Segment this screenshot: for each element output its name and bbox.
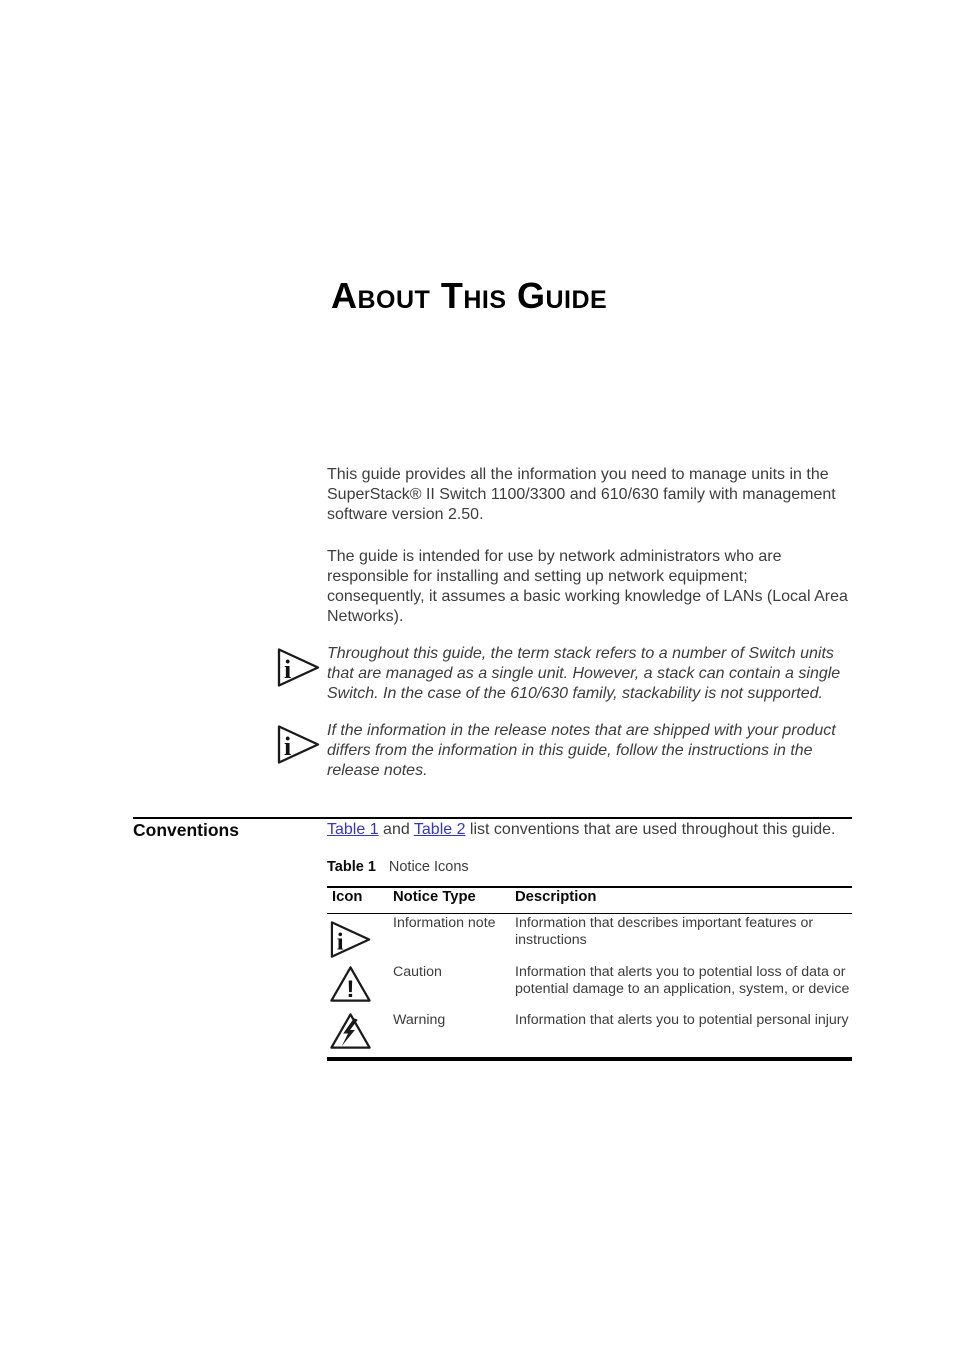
note-line: differs from the information in this guide, follow the instructions in the xyxy=(327,742,813,759)
note-line: If the information in the release notes that are shipped with your product xyxy=(327,722,836,739)
table-row-description xyxy=(515,1012,849,1029)
svg-text:i: i xyxy=(336,928,344,956)
cell-text: Information that alerts you to potential loss of data or xyxy=(515,964,846,980)
table-caption xyxy=(327,858,469,876)
note-line: that are managed as a single unit. However, a stack can contain a single xyxy=(327,665,841,682)
paragraph-line: consequently, it assumes a basic working knowledge of LANs (Local Area xyxy=(327,588,848,605)
table-2-link[interactable]: Table 2 xyxy=(413,821,466,838)
conventions-intro-text: list conventions that are used throughout this guide. xyxy=(465,821,836,838)
caution-icon xyxy=(329,964,372,1004)
conventions-intro xyxy=(327,819,836,841)
conventions-heading: Conventions xyxy=(133,820,239,840)
note-line: Switch. In the case of the 610/630 family, stackability is not supported. xyxy=(327,685,823,702)
table-row-description xyxy=(515,915,813,949)
table-caption-label: Table 1 xyxy=(327,859,376,875)
cell-text: potential damage to an application, system, or device xyxy=(515,981,850,997)
warning-icon xyxy=(329,1011,372,1051)
svg-text:i: i xyxy=(284,732,292,761)
page-title: About This Guide xyxy=(331,275,608,316)
info-note-icon xyxy=(329,919,373,960)
svg-text:i: i xyxy=(284,655,292,684)
column-header-notice-type: Notice Type xyxy=(393,889,476,905)
table-bottom-rule xyxy=(327,1057,852,1061)
cell-text: Information that describes important features or xyxy=(515,915,814,931)
paragraph-line: software version 2.50. xyxy=(327,506,484,523)
table-row-description xyxy=(515,964,849,998)
paragraph-line: responsible for installing and setting up network equipment; xyxy=(327,568,748,585)
table-row-notice-type xyxy=(393,964,442,981)
info-note-icon xyxy=(276,723,322,766)
paragraph-line: SuperStack® II Switch 1100/3300 and 610/630 family with management xyxy=(327,486,836,503)
intro-paragraph-2 xyxy=(327,547,848,627)
table-1-link[interactable]: Table 1 xyxy=(327,821,379,838)
cell-text: Warning xyxy=(393,1012,446,1028)
conventions-intro-text: and xyxy=(378,821,414,838)
table-row-notice-type xyxy=(393,915,496,932)
note-1 xyxy=(327,644,840,704)
paragraph-line: Networks). xyxy=(327,608,404,625)
column-header-icon: Icon xyxy=(332,889,363,905)
cell-text: Information that alerts you to potential personal injury xyxy=(515,1012,849,1028)
table-caption-text: Notice Icons xyxy=(388,859,469,875)
paragraph-line: The guide is intended for use by network administrators who are xyxy=(327,548,782,565)
cell-text: Caution xyxy=(393,964,442,980)
info-note-icon xyxy=(276,646,322,689)
note-line: release notes. xyxy=(327,762,428,779)
table-row-notice-type xyxy=(393,1012,445,1029)
paragraph-line: This guide provides all the information you need to manage units in the xyxy=(327,466,829,483)
intro-paragraph-1 xyxy=(327,465,836,525)
note-2 xyxy=(327,721,836,781)
cell-text: Information note xyxy=(393,915,496,931)
column-header-description: Description xyxy=(515,889,597,905)
note-line: Throughout this guide, the term stack refers to a number of Switch units xyxy=(327,645,834,662)
table-header-rule xyxy=(327,913,852,914)
cell-text: instructions xyxy=(515,932,587,948)
svg-text:!: ! xyxy=(346,976,355,1004)
